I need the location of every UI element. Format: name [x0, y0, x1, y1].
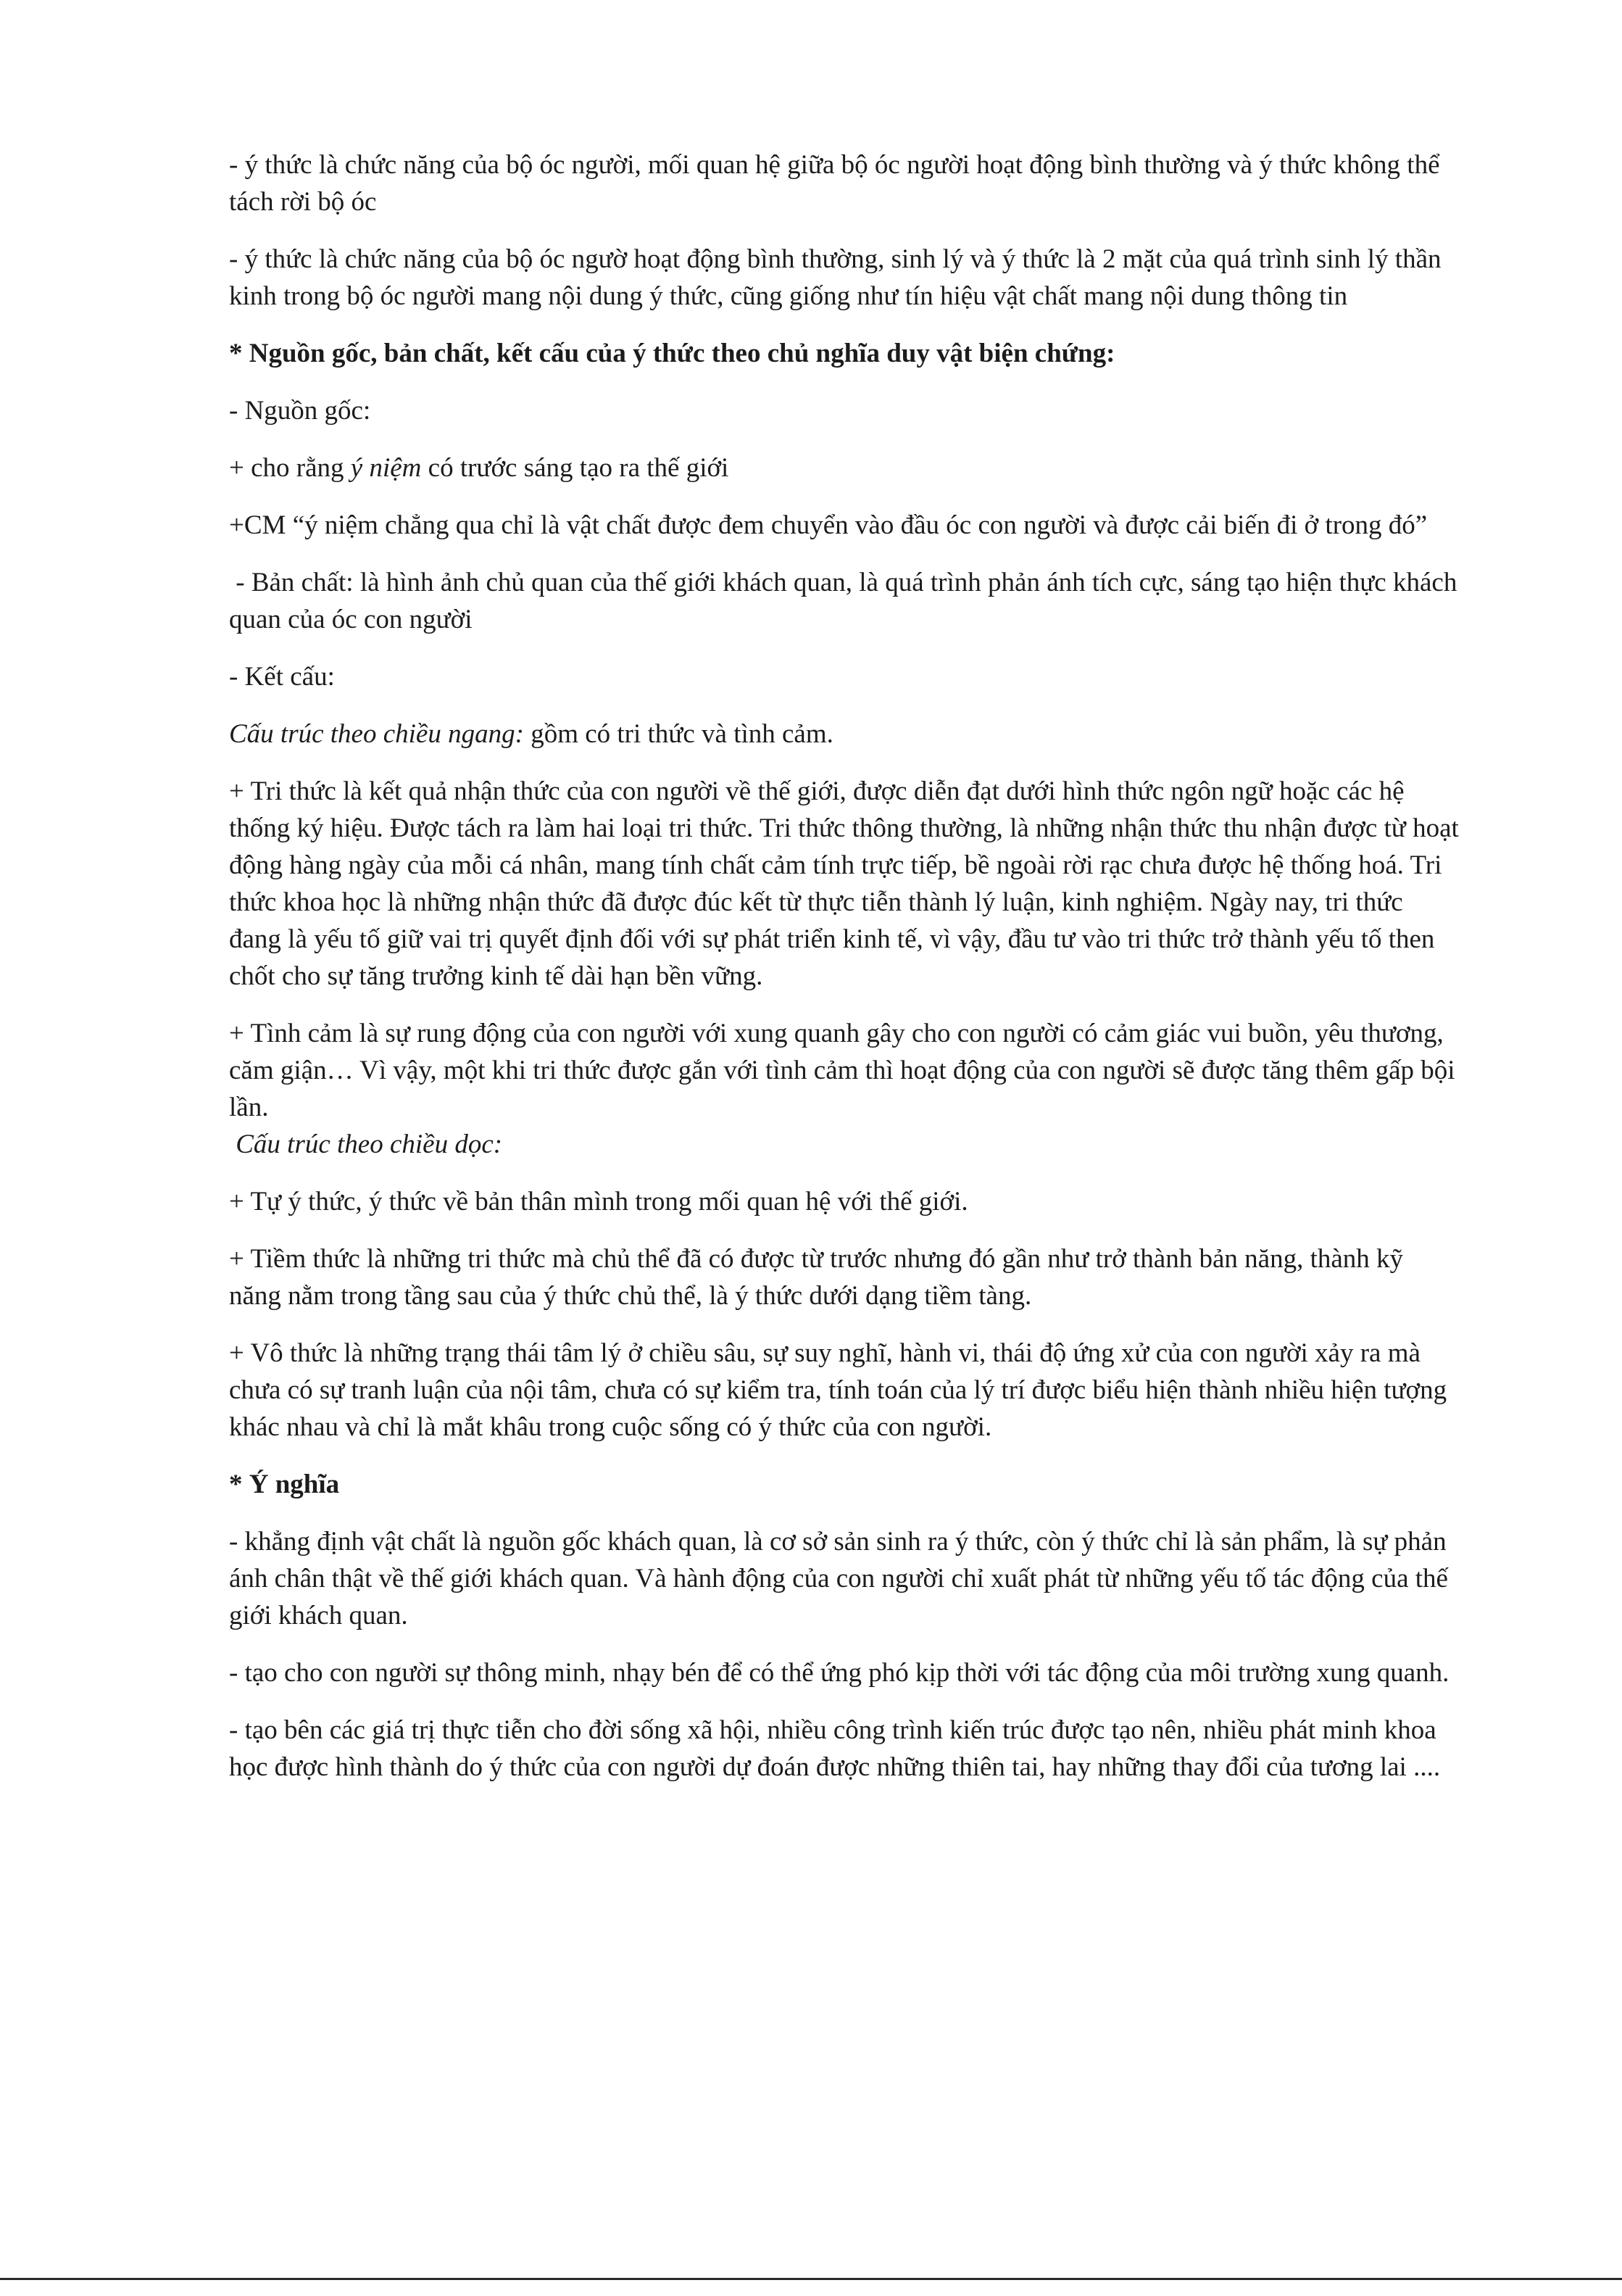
- section-heading: * Nguồn gốc, bản chất, kết cấu của ý thức theo chủ nghĩa duy vật biện chứng:: [229, 339, 1115, 368]
- paragraph: + Vô thức là những trạng thái tâm lý ở chiều sâu, sự suy nghĩ, hành vi, thái độ ứng xử của con người xảy ra mà chưa có sự tranh luận của nội tâm, chưa có sự kiểm tra, tính toán của lý trí được biểu hiện thành nhiều hiện tượng khác nhau và chỉ là mắt khâu trong cuộc sống có ý thức của con người.: [229, 1338, 1447, 1442]
- section-heading: * Ý nghĩa: [229, 1470, 340, 1499]
- text-run: có trước sáng tạo ra thế giới: [421, 453, 729, 483]
- page-edge-line: [0, 2278, 1622, 2280]
- paragraph: - Bản chất: là hình ảnh chủ quan của thế giới khách quan, là quá trình phản ánh tích cực, sáng tạo hiện thực khách quan của óc con người: [229, 568, 1464, 634]
- paragraph: [229, 449, 1461, 486]
- paragraph: - ý thức là chức năng của bộ óc người, mối quan hệ giữa bộ óc người hoạt động bình thường và ý thức không thể tách rời bộ óc: [229, 150, 1440, 217]
- paragraph: + Tiềm thức là những tri thức mà chủ thể đã có được từ trước nhưng đó gần như trở thành bản năng, thành kỹ năng nằm trong tầng sau của ý thức chủ thể, là ý thức dưới dạng tiềm tàng.: [229, 1244, 1404, 1311]
- subheading-text: Cấu trúc theo chiều ngang:: [229, 719, 524, 749]
- paragraph: + Tự ý thức, ý thức về bản thân mình trong mối quan hệ với thế giới.: [229, 1187, 968, 1217]
- emphasis-text: ý niệm: [350, 453, 422, 483]
- paragraph: +CM “ý niệm chẳng qua chỉ là vật chất được đem chuyển vào đầu óc con người và được cải biến đi ở trong đó”: [229, 510, 1428, 540]
- paragraph: + Tình cảm là sự rung động của con người với xung quanh gây cho con người có cảm giác vui buồn, yêu thương, căm giận… Vì vậy, một khi tri thức được gắn với tình cảm thì hoạt động của con người sẽ được tăng thêm gấp bội lần.: [229, 1019, 1455, 1122]
- paragraph: [229, 716, 1461, 753]
- document-page: [229, 146, 1464, 1806]
- paragraph: - ý thức là chức năng của bộ óc ngườ hoạt động bình thường, sinh lý và ý thức là 2 mặt của quá trình sinh lý thần kinh trong bộ óc người mang nội dung ý thức, cũng giống như tín hiệu vật chất mang nội dung thông tin: [229, 244, 1442, 311]
- paragraph: - Kết cấu:: [229, 662, 335, 692]
- text-run: + cho rằng: [229, 453, 351, 483]
- paragraph: - tạo cho con người sự thông minh, nhạy bén để có thể ứng phó kịp thời với tác động của môi trường xung quanh.: [229, 1658, 1450, 1688]
- subheading: Cấu trúc theo chiều dọc:: [229, 1130, 503, 1159]
- paragraph: - khẳng định vật chất là nguồn gốc khách quan, là cơ sở sản sinh ra ý thức, còn ý thức chỉ là sản phẩm, là sự phản ánh chân thật về thế giới khách quan. Và hành động của con người chỉ xuất phát từ những yếu tố tác động của thế giới khách quan.: [229, 1527, 1448, 1630]
- paragraph: - tạo bên các giá trị thực tiễn cho đời sống xã hội, nhiều công trình kiến trúc được tạo nên, nhiều phát minh khoa học được hình thành do ý thức của con người dự đoán được những thiên tai, hay những thay đổi của tương lai ....: [229, 1715, 1441, 1782]
- text-run: gồm có tri thức và tình cảm.: [523, 719, 833, 749]
- paragraph: - Nguồn gốc:: [229, 396, 371, 426]
- paragraph: + Tri thức là kết quả nhận thức của con người về thế giới, được diễn đạt dưới hình thức ngôn ngữ hoặc các hệ thống ký hiệu. Được tách ra làm hai loại tri thức. Tri thức thông thường, là những nhận thức thu nhận được từ hoạt động hàng ngày của mỗi cá nhân, mang tính chất cảm tính trực tiếp, bề ngoài rời rạc chưa được hệ thống hoá. Tri thức khoa học là những nhận thức đã được đúc kết từ thực tiễn thành lý luận, kinh nghiệm. Ngày nay, tri thức đang là yếu tố giữ vai trị quyết định đối với sự phát triển kinh tế, vì vậy, đầu tư vào tri thức trở thành yếu tố then chốt cho sự tăng trưởng kinh tế dài hạn bền vững.: [229, 776, 1459, 991]
